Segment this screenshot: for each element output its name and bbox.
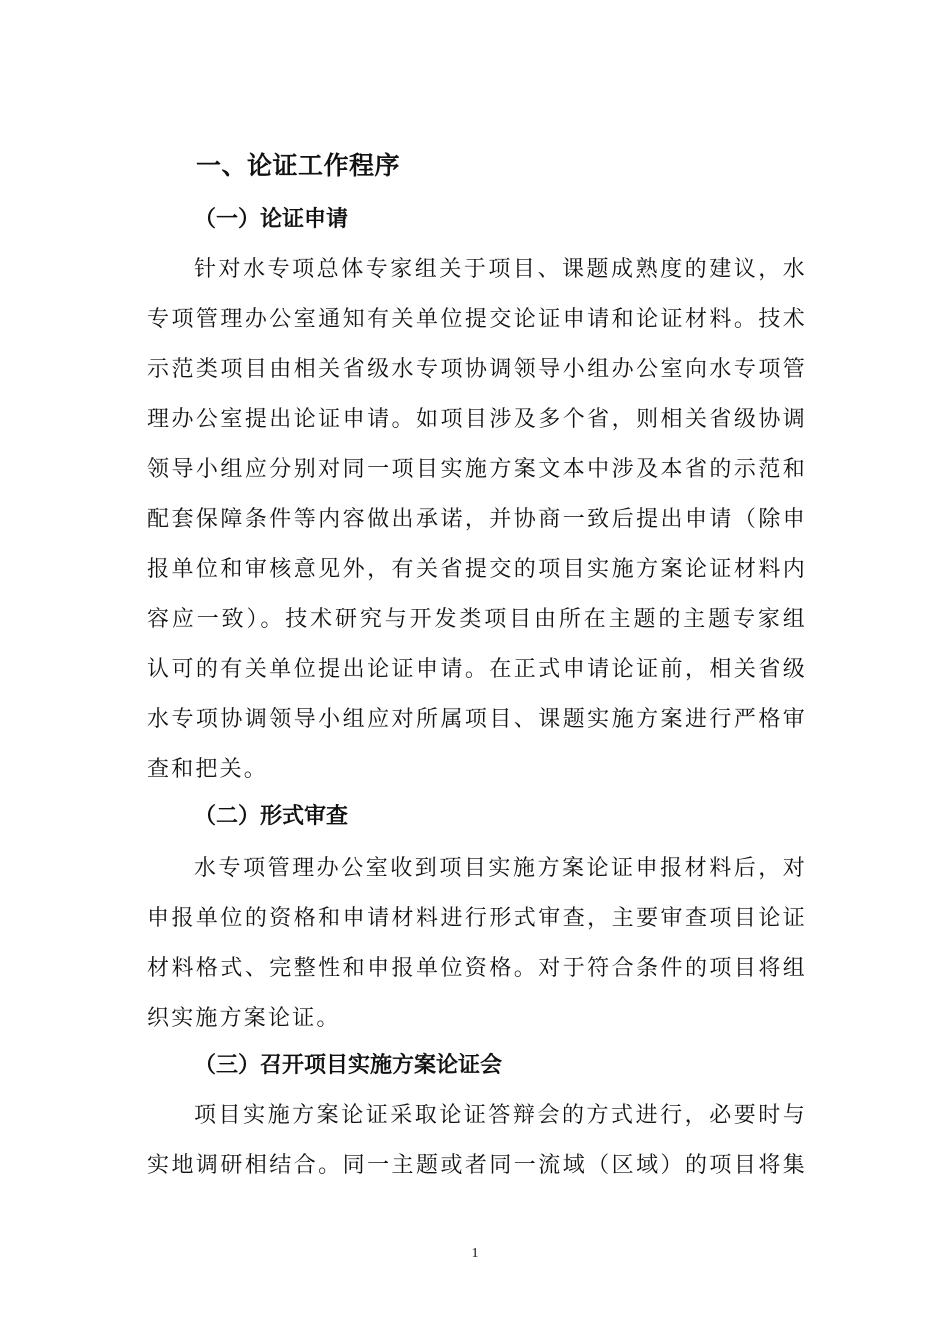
paragraph-line: 容应一致）。技术研究与开发类项目由所在主题的主题专家组: [147, 607, 807, 632]
paragraph-line: 织实施方案论证。: [147, 1006, 341, 1031]
page-number: 1: [471, 1246, 479, 1261]
paragraph-line: 项目实施方案论证采取论证答辩会的方式进行，必要时与: [194, 1103, 807, 1128]
paragraph-line: 实地调研相结合。同一主题或者同一流域（区域）的项目将集: [147, 1153, 807, 1178]
paragraph-1: [147, 245, 807, 795]
paragraph-line: 申报单位的资格和申请材料进行形式审查，主要审查项目论证: [147, 906, 807, 931]
paragraph-line: 针对水专项总体专家组关于项目、课题成熟度的建议，水: [194, 257, 807, 282]
subsection-title-2: （二）形式审查: [194, 804, 349, 829]
paragraph-line: 水专项管理办公室收到项目实施方案论证申报材料后，对: [194, 856, 807, 881]
paragraph-line: 认可的有关单位提出论证申请。在正式申请论证前，相关省级: [147, 657, 807, 682]
section-heading: 一、论证工作程序: [196, 151, 401, 180]
paragraph-line: 示范类项目由相关省级水专项协调领导小组办公室向水专项管: [147, 357, 807, 382]
paragraph-line: 查和把关。: [147, 757, 269, 782]
paragraph-3: [147, 1091, 807, 1191]
paragraph-line: 领导小组应分别对同一项目实施方案文本中涉及本省的示范和: [147, 457, 807, 482]
paragraph-2: [147, 844, 807, 1044]
paragraph-line: 专项管理办公室通知有关单位提交论证申请和论证材料。技术: [147, 307, 807, 332]
subsection-title-3: （三）召开项目实施方案论证会: [194, 1053, 503, 1078]
paragraph-line: 理办公室提出论证申请。如项目涉及多个省，则相关省级协调: [147, 407, 807, 432]
paragraph-line: 材料格式、完整性和申报单位资格。对于符合条件的项目将组: [147, 956, 807, 981]
paragraph-line: 报单位和审核意见外，有关省提交的项目实施方案论证材料内: [147, 557, 807, 582]
paragraph-line: 水专项协调领导小组应对所属项目、课题实施方案进行严格审: [147, 707, 807, 732]
paragraph-line: 配套保障条件等内容做出承诺，并协商一致后提出申请（除申: [147, 507, 807, 532]
subsection-title-1: （一）论证申请: [194, 207, 349, 232]
